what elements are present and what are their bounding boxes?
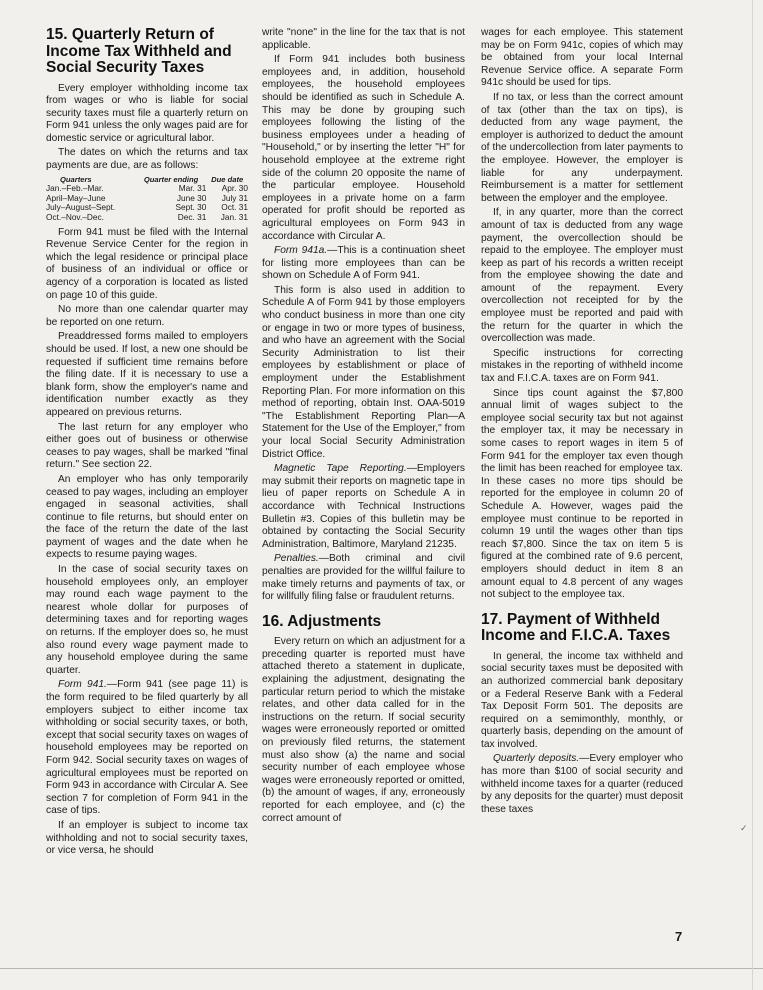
paragraph-text: —Every employer who has more than $100 of social security and withheld income taxes for a quarter (reduced by any deposits for the quarter) must deposit these taxes [481, 753, 683, 815]
column-3 [481, 27, 683, 818]
paragraph: Form 941 must be filed with the Internal Revenue Service Center for the region in which the legal residence or principal place of business of an individual or office or agency of a corporation is located as listed on page 10 of this guide. [46, 226, 248, 301]
column-2 [262, 27, 465, 827]
table-header: Due date [211, 174, 244, 184]
run-in-heading: Magnetic Tape Reporting. [274, 463, 407, 475]
paragraph-text: —Both criminal and civil penalties are provided for the willful failure to make timely returns and payments of tax, or for willfully filing false or fraudulent returns. [262, 553, 465, 603]
paragraph: In general, the income tax withheld and social security taxes must be deposited with an authorized commercial bank depositary or a Federal Reserve Bank with a Federal Tax Deposit Form 501. The deposits are required on a semimonthly, monthly, or quarterly basis, depending on the amount of tax involved. [481, 650, 683, 750]
paragraph: If an employer is subject to income tax withholding and not to social security taxes, or vice versa, he should [46, 819, 248, 857]
page-bottom-edge [0, 968, 763, 969]
table-cell: April–May–June [46, 192, 106, 203]
run-in-heading: Quarterly deposits. [493, 753, 580, 765]
paragraph: Since tips count against the $7,800 annual limit of wages subject to the employee social security tax but not against the employer tax, it may be necessary in some cases to report wages in item 5 of Form 941 for the employer tax even though the limit has been reached for employee tax. In these cases no more tips should be reported for the employee in column 20 of Schedule A. However, wages paid the employee must continue to be reported in column 19 until the wages other than tips reach $7,800. Since the tax on item 5 is figured at the combined rate of 9.6 percent, employers should deduct in item 8 an amount equal to 4.8 percent of any wages not subject to the employee tax. [481, 387, 683, 601]
paragraph: If Form 941 includes both business employees and, in addition, household employees, the household employees should be identified as such in Schedule A. This may be done by grouping such employees following the listing of the business employees under a heading of "Household," or by inserting the letter "H" for household employee at the extreme right side of the column 20 opposite the name of the particular employee. Household employees in a private home on a farm operated for profit should be reported as agricultural employees on Form 943 in accordance with Circular A. [262, 54, 465, 242]
run-in-heading: Penalties. [274, 553, 319, 565]
table-cell: Oct. 31 [221, 202, 248, 213]
table-cell: Apr. 30 [221, 183, 248, 194]
paragraph: The dates on which the returns and tax payments are due, are as follows: [46, 147, 248, 172]
paragraph: Specific instructions for correcting mistakes in the reporting of withheld income tax and F.I.C.A. taxes are on Form 941. [481, 347, 683, 385]
table-header: Quarters [60, 174, 92, 184]
paragraph: If no tax, or less than the correct amount of tax (other than the tax on tips), is deducted from any wage payment, the employer is authorized to deduct the amount of the undercollection from later payments to the employee. However, the employer is liable for any underpayment. Reimbursement is a matter for settlement between the employer and the employee. [481, 91, 683, 204]
paragraph [262, 463, 465, 551]
page-right-edge [752, 0, 753, 990]
table-cell: Sept. 30 [175, 202, 207, 213]
paragraph-text: —Employers may submit their reports on magnetic tape in lieu of paper reports on Schedule A in accordance with Technical Instructions Bulletin #3. Copies of this bulletin may be obtained by contacting the Social Security Administration, Baltimore, Maryland 21235. [262, 463, 465, 550]
table-cell: Dec. 31 [177, 212, 207, 223]
table-cell: June 30 [176, 192, 207, 203]
margin-check-mark: ✓ [740, 823, 748, 833]
paragraph [262, 245, 465, 283]
paragraph: Every employer withholding income tax from wages or who is liable for social security taxes must file a quarterly return on Form 941 unless the only wages paid are for domestic service or agricultural labor. [46, 82, 248, 144]
table-cell: Jan. 31 [220, 212, 248, 223]
page-number: 7 [675, 929, 683, 944]
paragraph: write "none" in the line for the tax that is not applicable. [262, 27, 465, 51]
paragraph [262, 553, 465, 603]
table-cell: Oct.–Nov.–Dec. [46, 212, 104, 223]
run-in-heading: Form 941a. [274, 245, 328, 257]
table-cell: Mar. 31 [178, 183, 207, 194]
table-cell: July–August–Sept. [46, 202, 116, 213]
paragraph: Every return on which an adjustment for a preceding quarter is reported must have attached thereto a statement in duplicate, explaining the adjustment, designating the particular return period to which the mistake relates, and other data called for in the instructions on the return. If social security wages were erroneously reported or omitted on previously filed returns, the statement must also show (a) the name and social security number of each employee whose wages were erroneously reported or omitted, (b) the amount of wages, if any, erroneously reported for each employee, and (c) the correct amount of [262, 636, 465, 824]
table-cell: July 31 [221, 192, 248, 203]
section-15-heading: 15. Quarterly Return of Income Tax Withheld and Social Security Taxes [46, 26, 232, 76]
column-1 [46, 27, 248, 860]
paragraph: Preaddressed forms mailed to employers should be used. If lost, a new one should be requested if sufficient time remains before the filing date. If it is necessary to use a blank form, show the employer's name and identification number exactly as they appeared on previous returns. [46, 331, 248, 418]
paragraph [46, 679, 248, 818]
section-17-heading: 17. Payment of Withheld Income and F.I.C.A. Taxes [481, 610, 671, 645]
run-in-heading: Form 941. [58, 679, 107, 691]
paragraph: wages for each employee. This statement may be on Form 941c, copies of which may be obtained from your local Internal Revenue Service office. A separate Form 941c should be used for tips. [481, 27, 683, 89]
paragraph-text: —This is a continuation sheet for listing more employees than can be shown on Schedule A of Form 941. [262, 245, 465, 282]
table-header: Quarter ending [143, 174, 199, 184]
paragraph: In the case of social security taxes on household employees only, an employer may round each wage payment to the nearest whole dollar for purposes of determining taxes and for reporting wages on returns. If the employer does so, he must also round every wage payment made to any household employee during the same quarter. [46, 564, 248, 676]
paragraph: This form is also used in addition to Schedule A of Form 941 by those employers who conduct business in more than one city or engage in two or more types of business, and who have an agreement with the Social Security Administration to list their employees by establishment or place of employment under the Establishment Reporting Plan. For more information on this method of reporting, obtain Inst. OAA-5019 "The Establishment Reporting Plan—A Statement for the Use of the Employer," from your local Social Security Administration District Office. [262, 284, 465, 460]
table-row [46, 213, 248, 223]
paragraph: If, in any quarter, more than the correct amount of tax is deducted from any wage payment, the overcollection should be repaid to the employee. The employer must keep as part of his records a written receipt from the employee showing the date and amount of the repayment. Every overcollection not receipted for by the employee must be reported and paid with the return for the quarter in which the overcollection was made. [481, 207, 683, 345]
paragraph: The last return for any employer who either goes out of business or otherwise ceases to pay wages, shall be marked "final return." See section 22. [46, 421, 248, 471]
table-cell: Jan.–Feb.–Mar. [46, 183, 104, 194]
due-dates-table [46, 175, 248, 223]
paragraph: No more than one calendar quarter may be reported on one return. [46, 304, 248, 328]
paragraph-text: —Form 941 (see page 11) is the form required to be filed quarterly by all employers subject to either income tax withholding or social security taxes, or both, except that social security taxes on wages of household employees may be reported on Form 942. Social security taxes on wages of agricultural employees must be reported on Form 943 in accordance with Circular A. See section 7 for completion of Form 941 in the case of tips. [46, 679, 248, 817]
section-16-heading: 16. Adjustments [262, 612, 382, 630]
paragraph: An employer who has only temporarily ceased to pay wages, including an employer engaged in seasonal activities, shall continue to file returns, but should enter on the face of the return the date of the last payment of wages and the date when he expects to resume paying wages. [46, 473, 248, 561]
paragraph [481, 753, 683, 816]
